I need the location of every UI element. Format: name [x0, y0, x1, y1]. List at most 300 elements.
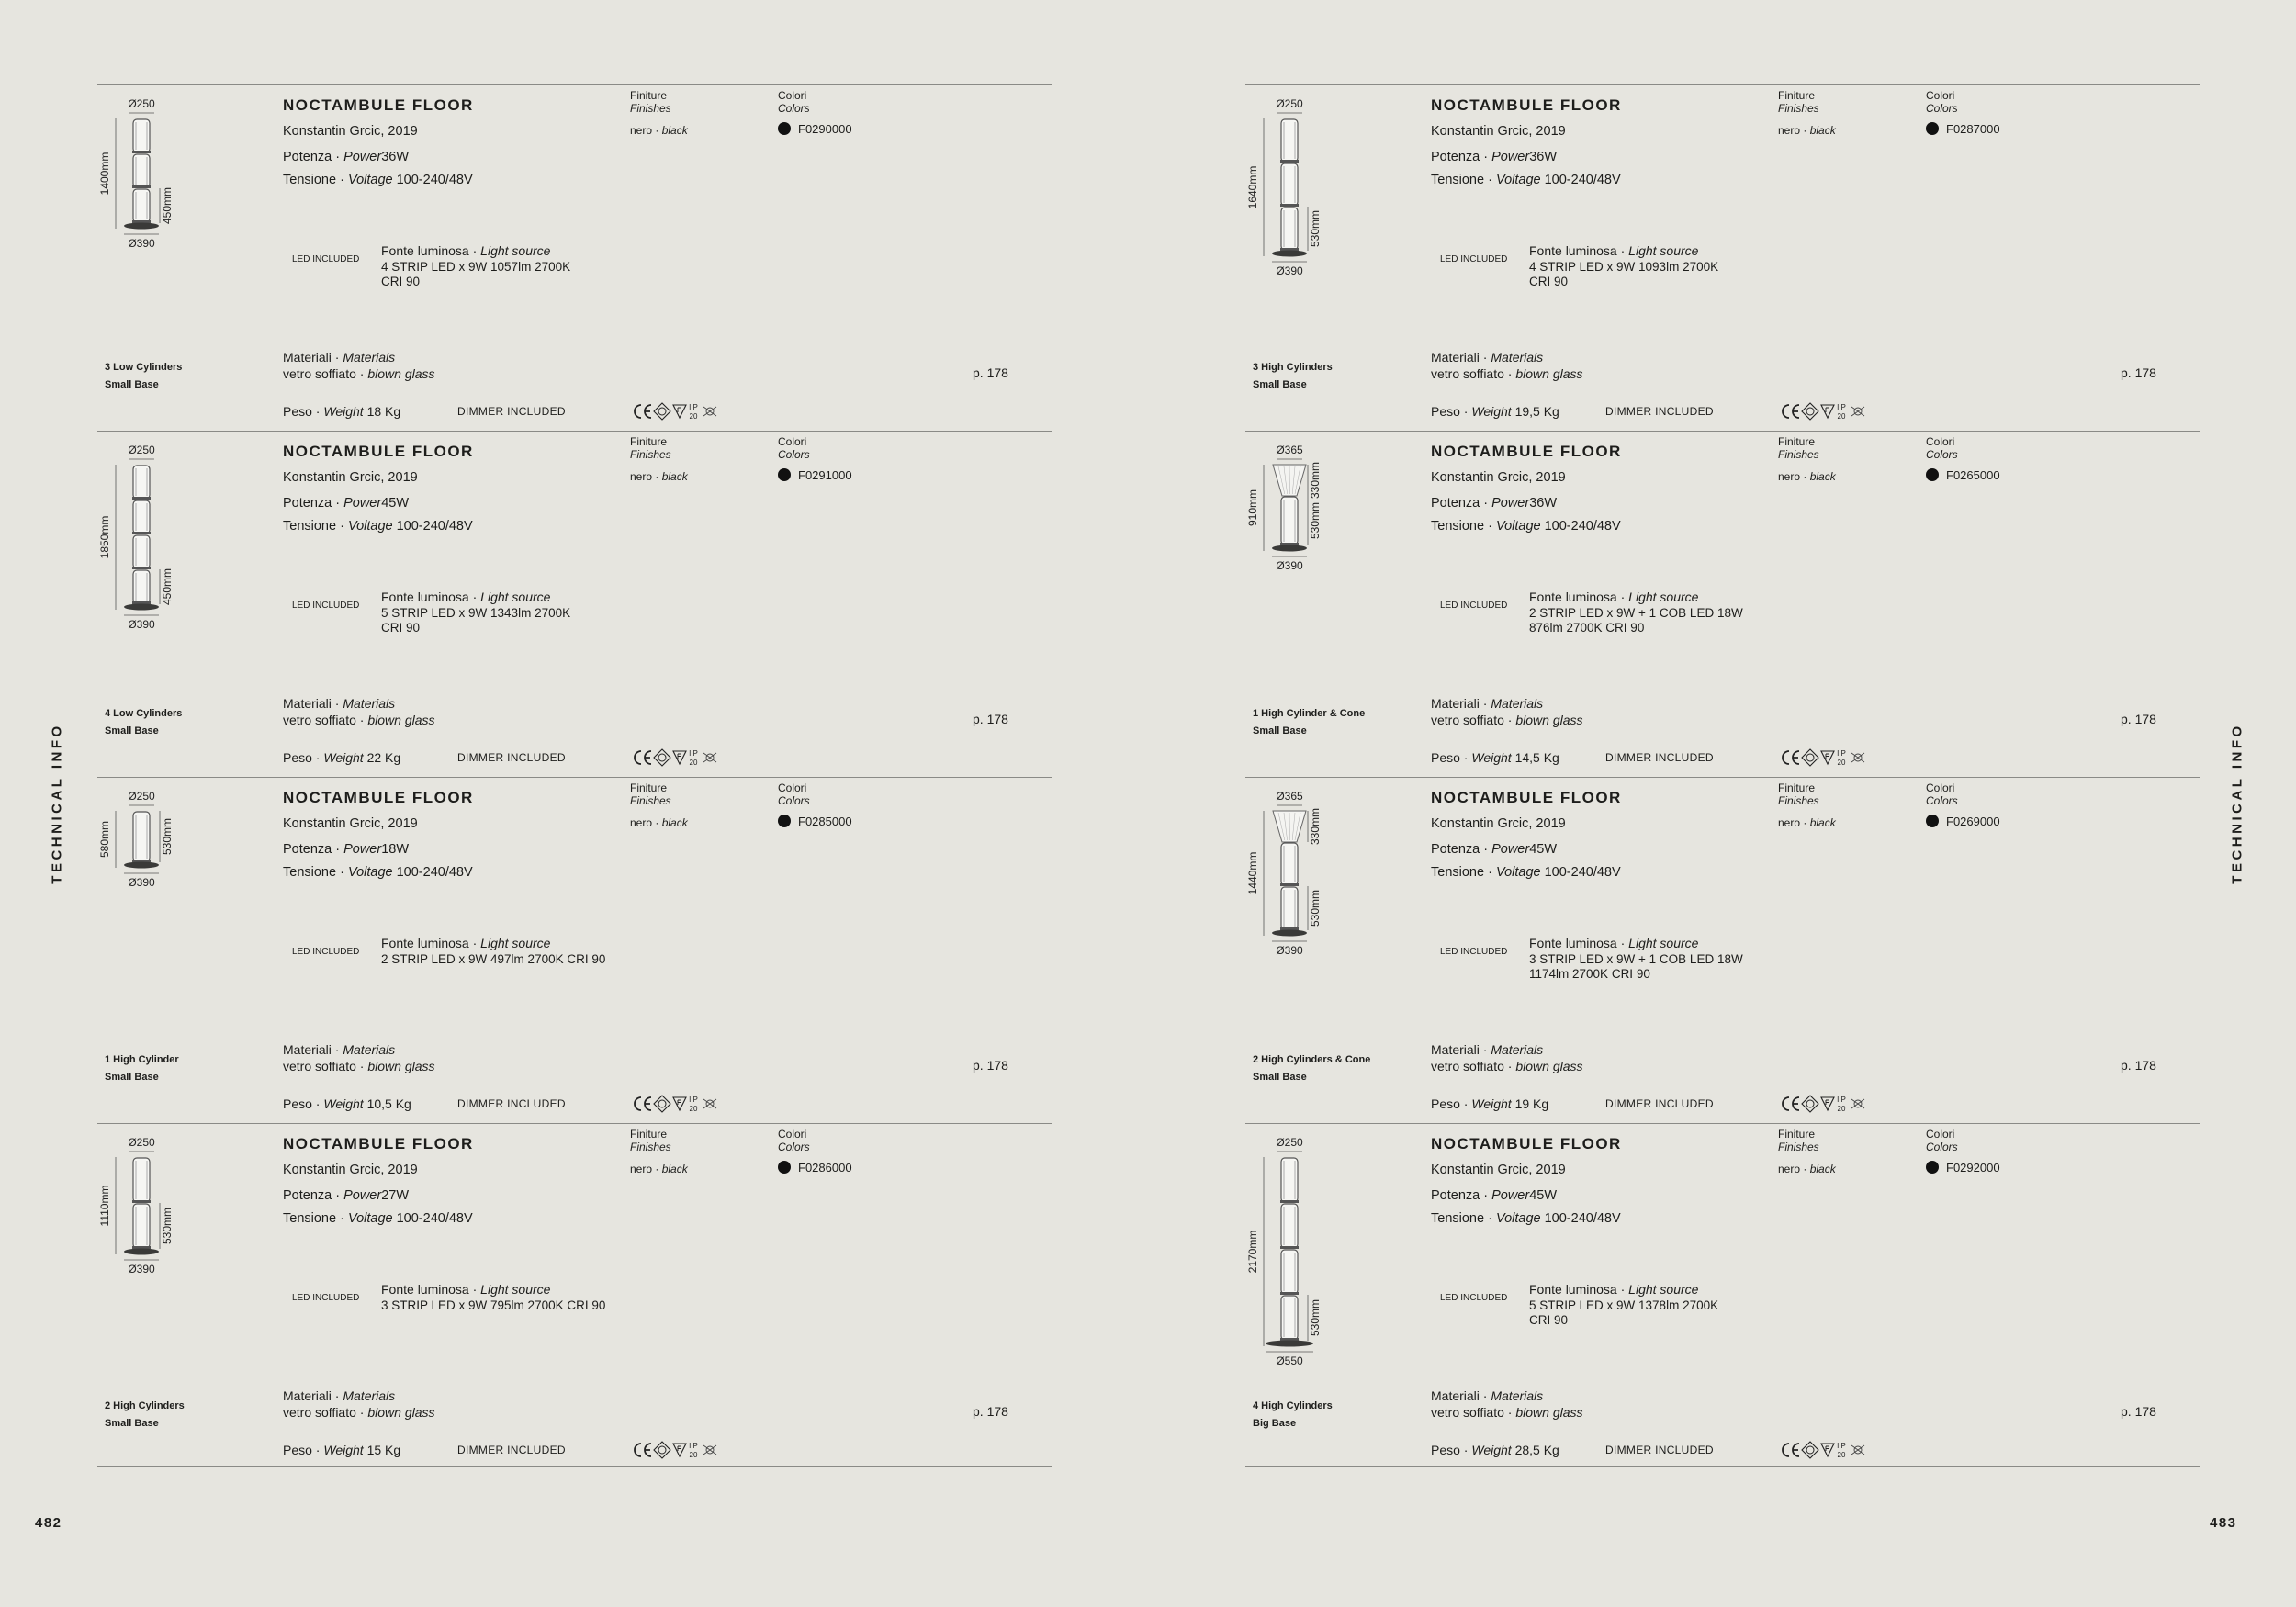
colors-header [1926, 435, 1958, 461]
dimmer-included: DIMMER INCLUDED [1605, 405, 1714, 418]
product-drawing [97, 93, 281, 377]
dimmer-included: DIMMER INCLUDED [1605, 1444, 1714, 1456]
module-height-label: 450mm [161, 568, 174, 606]
colors-label-en: Colors [1926, 448, 1958, 461]
colors-label-it: Colori [1926, 89, 1955, 102]
height-label: 1110mm [98, 1185, 111, 1227]
light-source-label-it: Fonte luminosa · [1529, 590, 1629, 604]
materials-title [1431, 1388, 1543, 1403]
variant-line-2: Small Base [105, 1418, 159, 1429]
materials-title [283, 1042, 395, 1057]
variant-line-2: Small Base [1253, 725, 1307, 736]
weight-label-it: Peso · [283, 1443, 324, 1457]
finish-value-it: nero · [630, 1163, 662, 1175]
certification-marks [1780, 1440, 1868, 1460]
variant-label [105, 359, 182, 394]
lamp-drawing [97, 439, 281, 724]
lamp-drawing [97, 785, 281, 1070]
safety-diamond-icon [654, 749, 670, 766]
weight-value: 19,5 Kg [1514, 404, 1559, 419]
certification-marks [632, 1094, 720, 1114]
ip-rating-top: I P [1837, 1442, 1846, 1450]
materials-value-it: vetro soffiato · [1431, 366, 1516, 381]
colors-label-it: Colori [1926, 1128, 1955, 1141]
product-name: NOCTAMBULE FLOOR [1431, 789, 1622, 806]
finish-value-it: nero · [630, 816, 662, 829]
height-label: 1440mm [1246, 851, 1259, 895]
variant-line-2: Small Base [105, 1072, 159, 1083]
voltage-value: 100-240/48V [396, 1211, 473, 1226]
voltage-row [283, 865, 473, 880]
lamp-base [1272, 930, 1307, 937]
materials-value [1431, 1059, 1583, 1073]
designer: Konstantin Grcic, 2019 [283, 124, 418, 139]
power-value: 36W [1529, 150, 1558, 164]
top-diameter-label: Ø250 [1276, 97, 1303, 110]
finishes-label-it: Finiture [630, 435, 668, 448]
certifications [1780, 1440, 1868, 1460]
power-label-it: Potenza · [283, 842, 344, 857]
finish-value-en: black [1809, 124, 1836, 137]
colors-header [1926, 1128, 1958, 1153]
colors-label-it: Colori [778, 89, 807, 102]
materials-label-en: Materials [343, 1388, 396, 1403]
black-color-swatch-icon [1926, 122, 1939, 135]
voltage-value: 100-240/48V [1544, 865, 1621, 880]
voltage-label-en: Voltage [1495, 173, 1541, 187]
led-included: LED INCLUDED [292, 601, 360, 611]
product-section [97, 84, 1052, 431]
power-value: 45W [381, 496, 410, 511]
product-section [97, 777, 1052, 1123]
color-code [778, 122, 852, 136]
height-label: 1400mm [98, 152, 111, 196]
light-source-line: 4 STRIP LED x 9W 1057lm 2700K [381, 260, 571, 274]
colors-header [778, 1128, 810, 1153]
power-label-it: Potenza · [1431, 1188, 1492, 1203]
ip-rating-bottom: 20 [1837, 1105, 1846, 1113]
module-height-label: 530mm [1309, 889, 1322, 927]
height-label: 580mm [98, 820, 111, 859]
ip-rating-top: I P [689, 1442, 698, 1450]
finish-value [1778, 124, 1836, 137]
lamp-drawing [1245, 439, 1429, 724]
voltage-value: 100-240/48V [396, 173, 473, 187]
weight-row [283, 750, 400, 765]
light-source-label-en: Light source [480, 1282, 551, 1297]
voltage-label-en: Voltage [347, 173, 393, 187]
triangle-mark-icon [673, 1097, 686, 1110]
light-source-label-it: Fonte luminosa · [1529, 243, 1629, 258]
weight-row [283, 1096, 411, 1111]
power-label-it: Potenza · [283, 1188, 344, 1203]
light-source-line: 5 STRIP LED x 9W 1378lm 2700K [1529, 1298, 1719, 1312]
finishes-label-en: Finishes [630, 794, 671, 807]
product-code: F0286000 [798, 1161, 852, 1174]
light-source-label-en: Light source [1628, 590, 1699, 604]
designer: Konstantin Grcic, 2019 [1431, 470, 1566, 485]
side-label-right: TECHNICAL INFO [2229, 723, 2245, 884]
product-code: F0290000 [798, 122, 852, 136]
materials-value [1431, 366, 1583, 381]
colors-header [1926, 89, 1958, 115]
certifications [1780, 401, 1868, 421]
ce-mark-icon [635, 405, 641, 418]
finishes-header [630, 781, 671, 807]
weight-label-it: Peso · [283, 750, 324, 765]
page-reference: p. 178 [973, 1404, 1008, 1419]
colors-label-it: Colori [778, 435, 807, 448]
materials-label-it: Materiali · [283, 1042, 343, 1057]
ip-rating-bottom: 20 [1837, 412, 1846, 421]
light-source-text [1529, 1298, 1768, 1328]
certifications [632, 747, 720, 768]
triangle-mark-icon [1821, 405, 1834, 418]
power-row [283, 1188, 409, 1203]
materials-value-it: vetro soffiato · [1431, 713, 1516, 727]
led-included: LED INCLUDED [292, 254, 360, 264]
light-source-line: CRI 90 [1529, 275, 1569, 288]
colors-label-it: Colori [1926, 435, 1955, 448]
product-name: NOCTAMBULE FLOOR [283, 96, 474, 114]
product-section [1245, 84, 2200, 431]
page-reference: p. 178 [973, 1058, 1008, 1073]
safety-diamond-icon [1802, 1096, 1818, 1112]
dimmer-included: DIMMER INCLUDED [457, 1097, 566, 1110]
weight-row [283, 1443, 400, 1457]
finish-value [630, 470, 688, 483]
materials-value [283, 1405, 435, 1420]
voltage-label-it: Tensione · [1431, 1211, 1496, 1226]
finish-value-it: nero · [1778, 1163, 1810, 1175]
weight-label-it: Peso · [1431, 1443, 1472, 1457]
dimmer-included: DIMMER INCLUDED [457, 1444, 566, 1456]
light-source-title [381, 936, 550, 950]
colors-header [1926, 781, 1958, 807]
weight-label-en: Weight [323, 750, 364, 765]
variant-label [1253, 705, 1365, 740]
weight-value: 22 Kg [366, 750, 401, 765]
materials-value-it: vetro soffiato · [1431, 1405, 1516, 1420]
variant-line-1: 2 High Cylinders & Cone [1253, 1054, 1371, 1065]
triangle-mark-icon [1821, 1097, 1834, 1110]
voltage-value: 100-240/48V [1544, 1211, 1621, 1226]
product-section [1245, 431, 2200, 777]
lamp-base [124, 862, 159, 869]
voltage-row [283, 519, 473, 534]
light-source-line: 876lm 2700K CRI 90 [1529, 621, 1645, 635]
disposal-icon [703, 1445, 716, 1455]
color-code [778, 1161, 852, 1174]
module-height-label: 530mm [161, 1207, 174, 1245]
color-code [778, 468, 852, 482]
voltage-label-en: Voltage [1495, 865, 1541, 880]
voltage-value: 100-240/48V [396, 519, 473, 534]
light-source-text [1529, 606, 1768, 635]
height-label: 910mm [1246, 489, 1259, 527]
light-source-title [1529, 243, 1698, 258]
variant-line-1: 3 Low Cylinders [105, 362, 183, 373]
light-source-line: CRI 90 [381, 621, 421, 635]
ip-rating-top: I P [689, 403, 698, 411]
designer: Konstantin Grcic, 2019 [1431, 816, 1566, 831]
variant-label [105, 705, 182, 740]
page-reference: p. 178 [2121, 712, 2156, 726]
light-source-label-it: Fonte luminosa · [381, 243, 481, 258]
colors-label-en: Colors [1926, 1141, 1958, 1153]
top-diameter-label: Ø365 [1276, 444, 1303, 456]
power-row [1431, 1188, 1557, 1203]
ip-rating-bottom: 20 [1837, 1451, 1846, 1459]
triangle-mark-icon [1821, 1444, 1834, 1456]
product-name: NOCTAMBULE FLOOR [1431, 96, 1622, 114]
product-name: NOCTAMBULE FLOOR [283, 789, 474, 806]
safety-diamond-icon [1802, 749, 1818, 766]
bottom-diameter-label: Ø390 [128, 237, 155, 250]
variant-line-2: Small Base [105, 725, 159, 736]
variant-line-2: Small Base [105, 379, 159, 390]
voltage-label-it: Tensione · [1431, 519, 1496, 534]
safety-diamond-icon [654, 1442, 670, 1458]
light-source-text [381, 260, 620, 289]
materials-label-en: Materials [343, 350, 396, 365]
weight-value: 18 Kg [366, 404, 401, 419]
product-section [97, 1123, 1052, 1469]
weight-label-it: Peso · [283, 404, 324, 419]
colors-label-it: Colori [778, 1128, 807, 1141]
colors-label-en: Colors [778, 794, 810, 807]
led-included: LED INCLUDED [1440, 254, 1508, 264]
variant-label [1253, 1051, 1370, 1086]
weight-label-en: Weight [1471, 1096, 1512, 1111]
lamp-drawing [1245, 785, 1429, 1070]
page-reference: p. 178 [973, 712, 1008, 726]
materials-label-en: Materials [1491, 1388, 1544, 1403]
lamp-base [124, 604, 159, 611]
top-diameter-label: Ø365 [1276, 790, 1303, 803]
voltage-row [1431, 865, 1621, 880]
materials-title [283, 350, 395, 365]
finishes-label-en: Finishes [1778, 448, 1819, 461]
finishes-label-en: Finishes [630, 102, 671, 115]
disposal-icon [703, 1099, 716, 1108]
voltage-value: 100-240/48V [1544, 519, 1621, 534]
light-source-text [381, 1298, 620, 1313]
light-source-text [381, 606, 620, 635]
finishes-header [630, 1128, 671, 1153]
certification-marks [1780, 401, 1868, 421]
product-code: F0265000 [1946, 468, 2000, 482]
led-included: LED INCLUDED [292, 1293, 360, 1303]
ip-rating-top: I P [1837, 1096, 1846, 1104]
cone-height-label: 330mm [1309, 461, 1322, 500]
ip-rating-bottom: 20 [689, 1105, 698, 1113]
product-code: F0287000 [1946, 122, 2000, 136]
materials-label-en: Materials [1491, 696, 1544, 711]
module-height-label: 530mm [161, 817, 174, 856]
voltage-label-it: Tensione · [283, 519, 348, 534]
weight-label-it: Peso · [1431, 1096, 1472, 1111]
voltage-value: 100-240/48V [1544, 173, 1621, 187]
materials-value-it: vetro soffiato · [283, 1059, 368, 1073]
led-included: LED INCLUDED [292, 947, 360, 957]
colors-header [778, 435, 810, 461]
weight-label-en: Weight [1471, 1443, 1512, 1457]
safety-diamond-icon [1802, 1442, 1818, 1458]
finishes-label-it: Finiture [1778, 435, 1816, 448]
light-source-text [1529, 260, 1768, 289]
power-label-en: Power [1491, 1188, 1530, 1203]
finishes-label-it: Finiture [630, 89, 668, 102]
certification-marks [632, 1440, 720, 1460]
finishes-label-it: Finiture [1778, 1128, 1816, 1141]
finish-value [1778, 1163, 1836, 1175]
finishes-header [1778, 781, 1819, 807]
ip-rating-top: I P [689, 1096, 698, 1104]
weight-label-it: Peso · [283, 1096, 324, 1111]
voltage-row [283, 1211, 473, 1226]
materials-label-it: Materiali · [1431, 696, 1491, 711]
page-reference: p. 178 [973, 365, 1008, 380]
product-drawing [1245, 1131, 1429, 1416]
voltage-label-en: Voltage [1495, 519, 1541, 534]
light-source-line: 3 STRIP LED x 9W + 1 COB LED 18W [1529, 952, 1743, 966]
black-color-swatch-icon [1926, 468, 1939, 481]
materials-label-it: Materiali · [283, 1388, 343, 1403]
light-source-label-it: Fonte luminosa · [1529, 1282, 1629, 1297]
power-label-it: Potenza · [1431, 496, 1492, 511]
bottom-diameter-label: Ø550 [1276, 1354, 1303, 1367]
finish-value [1778, 816, 1836, 829]
materials-label-it: Materiali · [1431, 1042, 1491, 1057]
light-source-line: 2 STRIP LED x 9W + 1 COB LED 18W [1529, 606, 1743, 620]
color-code [1926, 1161, 2000, 1174]
lamp-drawing [1245, 93, 1429, 377]
triangle-mark-icon [673, 405, 686, 418]
height-label: 1640mm [1246, 165, 1259, 209]
lamp-drawing [97, 93, 281, 377]
product-section [1245, 1123, 2200, 1469]
finish-value-it: nero · [630, 124, 662, 137]
weight-row [1431, 750, 1559, 765]
power-value: 45W [1529, 842, 1558, 857]
voltage-label-en: Voltage [347, 1211, 393, 1226]
materials-label-it: Materiali · [283, 350, 343, 365]
black-color-swatch-icon [1926, 815, 1939, 827]
power-label-en: Power [1491, 496, 1530, 511]
variant-line-1: 2 High Cylinders [105, 1400, 185, 1411]
lamp-base [1272, 545, 1307, 552]
product-code: F0291000 [798, 468, 852, 482]
voltage-label-en: Voltage [347, 865, 393, 880]
voltage-label-en: Voltage [1495, 1211, 1541, 1226]
top-diameter-label: Ø250 [128, 444, 155, 456]
light-source-label-it: Fonte luminosa · [1529, 936, 1629, 950]
variant-line-1: 3 High Cylinders [1253, 362, 1333, 373]
bottom-diameter-label: Ø390 [128, 618, 155, 631]
weight-value: 19 Kg [1514, 1096, 1549, 1111]
finishes-label-en: Finishes [630, 448, 671, 461]
triangle-mark-icon [673, 751, 686, 764]
light-source-label-it: Fonte luminosa · [381, 1282, 481, 1297]
voltage-row [1431, 1211, 1621, 1226]
power-value: 45W [1529, 1188, 1558, 1203]
certifications [632, 1094, 720, 1114]
light-source-title [381, 590, 550, 604]
materials-value [283, 713, 435, 727]
page-number-right: 483 [2210, 1515, 2237, 1531]
light-source-label-it: Fonte luminosa · [381, 936, 481, 950]
finish-value [1778, 470, 1836, 483]
weight-value: 28,5 Kg [1514, 1443, 1559, 1457]
black-color-swatch-icon [778, 468, 791, 481]
finish-value [630, 816, 688, 829]
product-drawing [1245, 439, 1429, 724]
product-name: NOCTAMBULE FLOOR [283, 1135, 474, 1152]
lamp-drawing [1245, 1131, 1429, 1416]
finishes-label-en: Finishes [1778, 794, 1819, 807]
finishes-header [630, 435, 671, 461]
light-source-label-en: Light source [480, 590, 551, 604]
variant-line-1: 4 High Cylinders [1253, 1400, 1333, 1411]
finishes-label-en: Finishes [1778, 1141, 1819, 1153]
ip-rating-bottom: 20 [1837, 759, 1846, 767]
ip-rating-top: I P [689, 749, 698, 758]
variant-label [1253, 1398, 1333, 1433]
module-height-label: 450mm [161, 186, 174, 225]
weight-value: 10,5 Kg [366, 1096, 411, 1111]
disposal-icon [1851, 1445, 1864, 1455]
disposal-icon [703, 753, 716, 762]
voltage-label-it: Tensione · [283, 173, 348, 187]
certification-marks [632, 401, 720, 421]
finish-value-it: nero · [1778, 816, 1810, 829]
variant-line-2: Big Base [1253, 1418, 1297, 1429]
height-label: 1850mm [98, 515, 111, 559]
product-drawing [97, 439, 281, 724]
designer: Konstantin Grcic, 2019 [283, 470, 418, 485]
light-source-line: CRI 90 [1529, 1313, 1569, 1327]
ip-rating-bottom: 20 [689, 1451, 698, 1459]
lamp-base [1272, 251, 1307, 257]
materials-value [283, 1059, 435, 1073]
certifications [1780, 747, 1868, 768]
safety-diamond-icon [1802, 403, 1818, 420]
materials-label-it: Materiali · [1431, 350, 1491, 365]
finish-value-it: nero · [1778, 124, 1810, 137]
bottom-diameter-label: Ø390 [1276, 264, 1303, 277]
materials-title [1431, 1042, 1543, 1057]
power-label-en: Power [343, 1188, 382, 1203]
ip-rating-bottom: 20 [689, 412, 698, 421]
variant-label [105, 1051, 179, 1086]
module-height-label: 530mm [1309, 501, 1322, 540]
materials-value-it: vetro soffiato · [1431, 1059, 1516, 1073]
materials-value-en: blown glass [1515, 366, 1583, 381]
finish-value-en: black [661, 470, 688, 483]
light-source-label-en: Light source [480, 936, 551, 950]
voltage-label-it: Tensione · [1431, 865, 1496, 880]
bottom-diameter-label: Ø390 [128, 1263, 155, 1275]
height-label: 2170mm [1246, 1230, 1259, 1274]
finish-value-en: black [661, 816, 688, 829]
materials-value-en: blown glass [1515, 1405, 1583, 1420]
certifications [632, 1440, 720, 1460]
product-code: F0269000 [1946, 815, 2000, 828]
finishes-label-it: Finiture [630, 1128, 668, 1141]
finish-value [630, 1163, 688, 1175]
safety-diamond-icon [654, 403, 670, 420]
